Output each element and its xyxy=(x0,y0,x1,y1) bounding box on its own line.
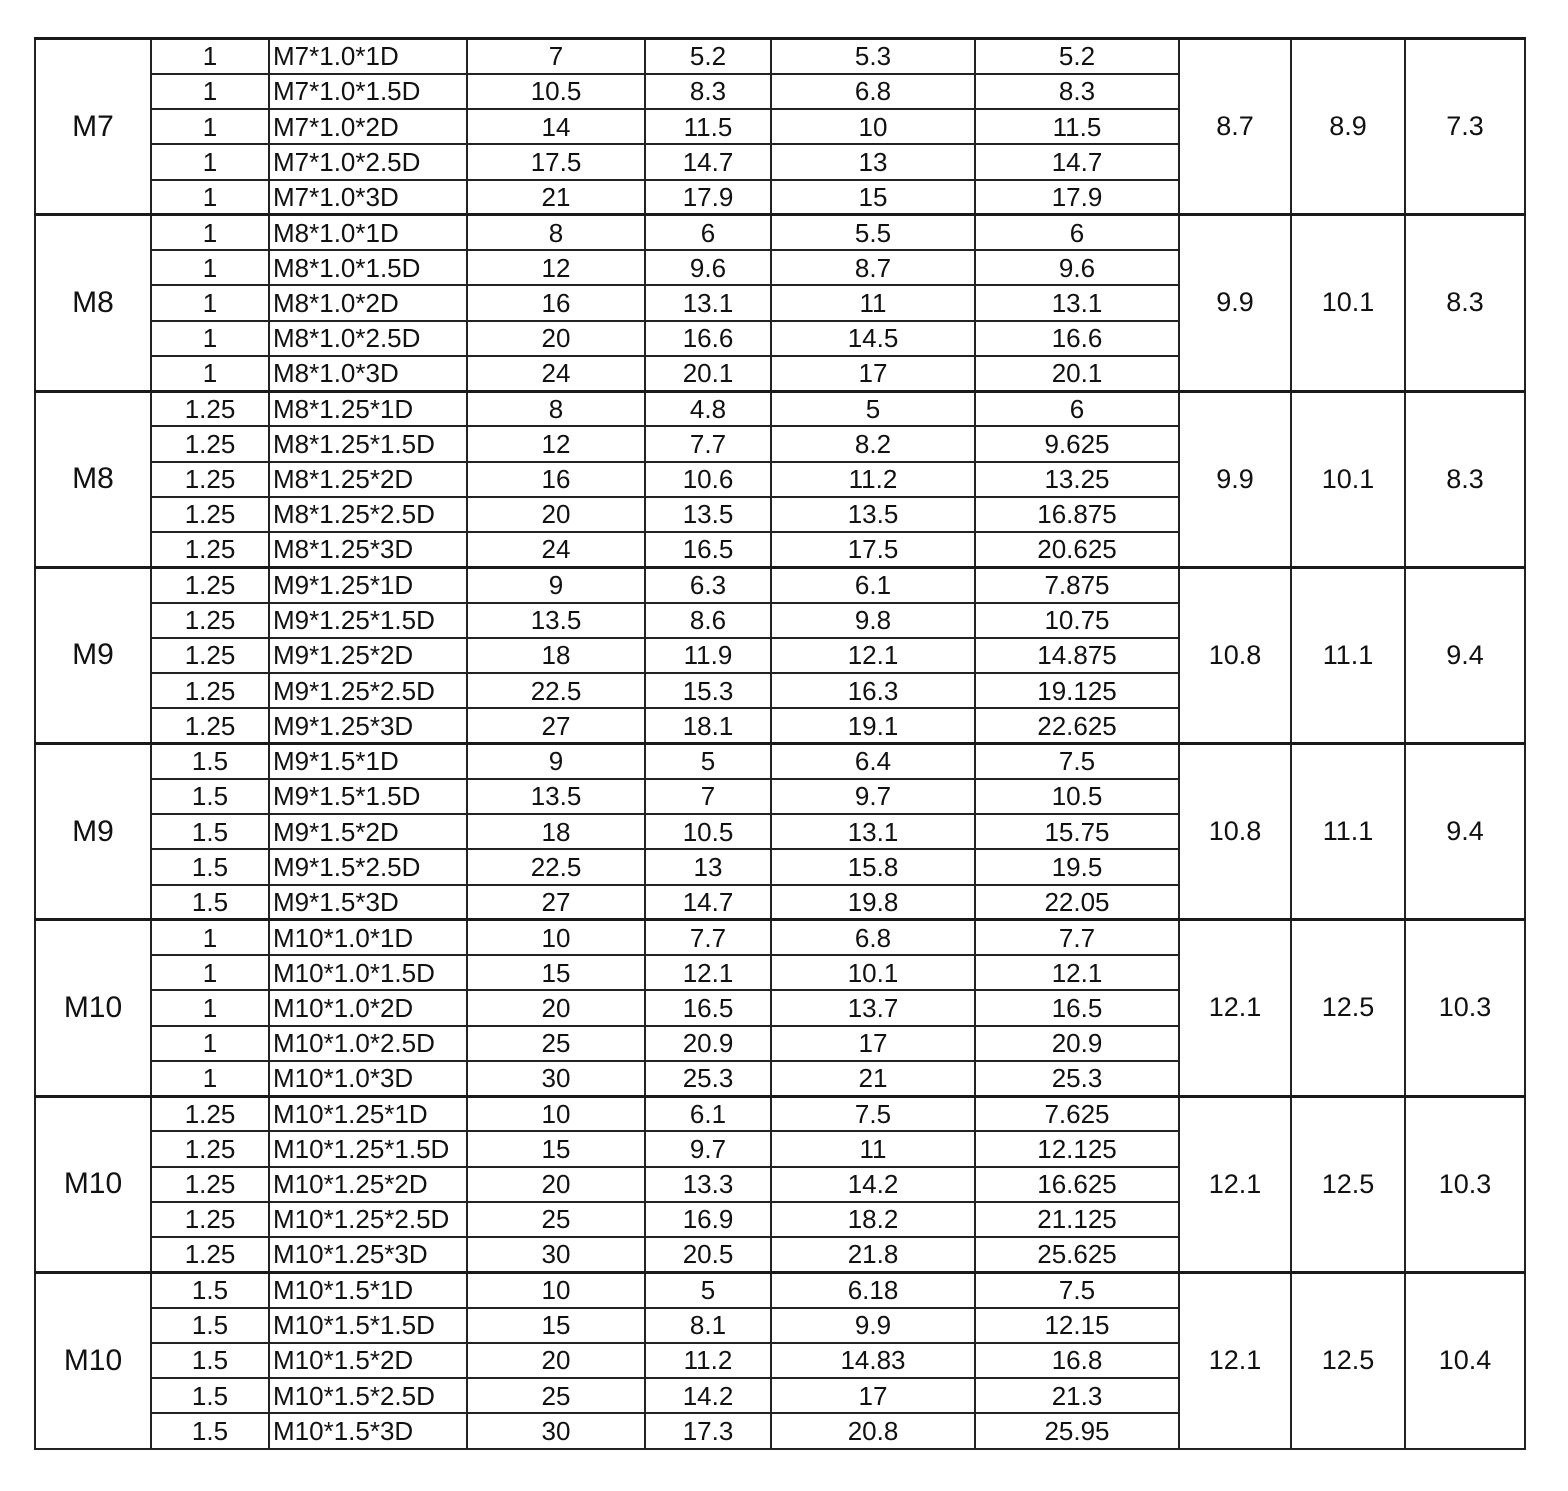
length-cell: 18 xyxy=(467,814,645,849)
length-cell: 9 xyxy=(467,744,645,779)
value-b-cell: 19.1 xyxy=(771,708,975,743)
value-b-cell: 18.2 xyxy=(771,1202,975,1237)
value-c-cell: 15.75 xyxy=(975,814,1179,849)
value-c-cell: 25.625 xyxy=(975,1237,1179,1272)
value-b-cell: 7.5 xyxy=(771,1096,975,1131)
value-a-cell: 12.1 xyxy=(645,955,771,990)
insert-model-cell: M10*1.0*1D xyxy=(269,920,467,955)
value-b-cell: 17 xyxy=(771,1026,975,1061)
table-row xyxy=(35,391,1525,426)
table-row xyxy=(35,744,1525,779)
insert-model-cell: M10*1.0*2D xyxy=(269,990,467,1025)
insert-model-cell: M8*1.0*3D xyxy=(269,356,467,391)
pitch-cell: 1 xyxy=(151,74,269,109)
value-c-cell: 19.5 xyxy=(975,849,1179,884)
value-a-cell: 17.9 xyxy=(645,180,771,215)
value-a-cell: 6.3 xyxy=(645,567,771,602)
pitch-cell: 1 xyxy=(151,180,269,215)
value-b-cell: 14.5 xyxy=(771,321,975,356)
value-a-cell: 8.3 xyxy=(645,74,771,109)
pitch-cell: 1 xyxy=(151,955,269,990)
length-cell: 13.5 xyxy=(467,779,645,814)
length-cell: 30 xyxy=(467,1413,645,1448)
tap-size-cell: 10.1 xyxy=(1291,391,1405,567)
value-b-cell: 13.7 xyxy=(771,990,975,1025)
length-cell: 30 xyxy=(467,1237,645,1272)
pitch-cell: 1.25 xyxy=(151,426,269,461)
length-cell: 7 xyxy=(467,39,645,74)
pitch-cell: 1.25 xyxy=(151,1096,269,1131)
length-cell: 15 xyxy=(467,1131,645,1166)
insert-model-cell: M9*1.25*1.5D xyxy=(269,603,467,638)
length-cell: 8 xyxy=(467,391,645,426)
value-c-cell: 5.2 xyxy=(975,39,1179,74)
thread-size-cell: M7 xyxy=(35,39,151,215)
value-a-cell: 8.1 xyxy=(645,1308,771,1343)
minor-size-cell: 10.3 xyxy=(1405,920,1525,1096)
pitch-cell: 1.5 xyxy=(151,1272,269,1307)
length-cell: 22.5 xyxy=(467,673,645,708)
drill-size-cell: 12.1 xyxy=(1179,1272,1291,1448)
value-b-cell: 8.2 xyxy=(771,426,975,461)
value-c-cell: 12.15 xyxy=(975,1308,1179,1343)
length-cell: 30 xyxy=(467,1061,645,1096)
insert-model-cell: M7*1.0*1.5D xyxy=(269,74,467,109)
tap-size-cell: 11.1 xyxy=(1291,744,1405,920)
value-c-cell: 10.75 xyxy=(975,603,1179,638)
pitch-cell: 1.5 xyxy=(151,1413,269,1448)
table-row xyxy=(35,39,1525,74)
value-b-cell: 11 xyxy=(771,1131,975,1166)
value-c-cell: 22.05 xyxy=(975,885,1179,920)
length-cell: 18 xyxy=(467,638,645,673)
insert-model-cell: M10*1.5*1.5D xyxy=(269,1308,467,1343)
pitch-cell: 1.5 xyxy=(151,814,269,849)
thread-size-cell: M9 xyxy=(35,744,151,920)
insert-model-cell: M7*1.0*3D xyxy=(269,180,467,215)
value-c-cell: 16.6 xyxy=(975,321,1179,356)
pitch-cell: 1.5 xyxy=(151,1343,269,1378)
pitch-cell: 1.25 xyxy=(151,1202,269,1237)
value-c-cell: 6 xyxy=(975,391,1179,426)
minor-size-cell: 8.3 xyxy=(1405,391,1525,567)
pitch-cell: 1 xyxy=(151,250,269,285)
value-a-cell: 10.5 xyxy=(645,814,771,849)
value-a-cell: 8.6 xyxy=(645,603,771,638)
value-a-cell: 18.1 xyxy=(645,708,771,743)
pitch-cell: 1.25 xyxy=(151,673,269,708)
length-cell: 22.5 xyxy=(467,849,645,884)
value-a-cell: 11.9 xyxy=(645,638,771,673)
value-b-cell: 10 xyxy=(771,109,975,144)
pitch-cell: 1 xyxy=(151,39,269,74)
value-a-cell: 5.2 xyxy=(645,39,771,74)
value-a-cell: 4.8 xyxy=(645,391,771,426)
pitch-cell: 1 xyxy=(151,1061,269,1096)
insert-model-cell: M8*1.0*1D xyxy=(269,215,467,250)
value-c-cell: 16.8 xyxy=(975,1343,1179,1378)
table-row xyxy=(35,1272,1525,1307)
pitch-cell: 1.25 xyxy=(151,497,269,532)
insert-model-cell: M7*1.0*2.5D xyxy=(269,144,467,179)
length-cell: 8 xyxy=(467,215,645,250)
insert-model-cell: M9*1.5*1D xyxy=(269,744,467,779)
length-cell: 14 xyxy=(467,109,645,144)
pitch-cell: 1.25 xyxy=(151,638,269,673)
table-row xyxy=(35,567,1525,602)
pitch-cell: 1.25 xyxy=(151,532,269,567)
value-a-cell: 9.7 xyxy=(645,1131,771,1166)
insert-model-cell: M8*1.0*2.5D xyxy=(269,321,467,356)
length-cell: 25 xyxy=(467,1378,645,1413)
pitch-cell: 1 xyxy=(151,215,269,250)
value-b-cell: 9.9 xyxy=(771,1308,975,1343)
value-c-cell: 13.1 xyxy=(975,285,1179,320)
value-b-cell: 17 xyxy=(771,1378,975,1413)
insert-model-cell: M10*1.25*1D xyxy=(269,1096,467,1131)
table-body xyxy=(35,39,1525,1449)
thread-size-cell: M9 xyxy=(35,567,151,743)
value-b-cell: 9.8 xyxy=(771,603,975,638)
length-cell: 25 xyxy=(467,1202,645,1237)
drill-size-cell: 10.8 xyxy=(1179,567,1291,743)
value-b-cell: 15 xyxy=(771,180,975,215)
thread-size-cell: M8 xyxy=(35,391,151,567)
pitch-cell: 1.25 xyxy=(151,708,269,743)
value-b-cell: 19.8 xyxy=(771,885,975,920)
value-c-cell: 17.9 xyxy=(975,180,1179,215)
value-b-cell: 14.83 xyxy=(771,1343,975,1378)
pitch-cell: 1.25 xyxy=(151,1237,269,1272)
value-a-cell: 20.9 xyxy=(645,1026,771,1061)
value-a-cell: 10.6 xyxy=(645,462,771,497)
length-cell: 12 xyxy=(467,250,645,285)
value-a-cell: 20.1 xyxy=(645,356,771,391)
insert-model-cell: M8*1.25*1.5D xyxy=(269,426,467,461)
pitch-cell: 1 xyxy=(151,144,269,179)
tap-size-cell: 12.5 xyxy=(1291,920,1405,1096)
value-c-cell: 19.125 xyxy=(975,673,1179,708)
insert-model-cell: M8*1.25*1D xyxy=(269,391,467,426)
pitch-cell: 1 xyxy=(151,1026,269,1061)
pitch-cell: 1 xyxy=(151,285,269,320)
insert-model-cell: M10*1.5*3D xyxy=(269,1413,467,1448)
insert-model-cell: M7*1.0*1D xyxy=(269,39,467,74)
insert-model-cell: M9*1.5*2.5D xyxy=(269,849,467,884)
length-cell: 15 xyxy=(467,955,645,990)
value-a-cell: 16.5 xyxy=(645,532,771,567)
drill-size-cell: 12.1 xyxy=(1179,920,1291,1096)
value-c-cell: 8.3 xyxy=(975,74,1179,109)
insert-model-cell: M10*1.25*2D xyxy=(269,1167,467,1202)
value-c-cell: 13.25 xyxy=(975,462,1179,497)
length-cell: 27 xyxy=(467,708,645,743)
value-b-cell: 12.1 xyxy=(771,638,975,673)
value-a-cell: 7.7 xyxy=(645,426,771,461)
insert-model-cell: M8*1.25*2.5D xyxy=(269,497,467,532)
drill-size-cell: 9.9 xyxy=(1179,215,1291,391)
insert-model-cell: M9*1.25*1D xyxy=(269,567,467,602)
insert-model-cell: M8*1.0*1.5D xyxy=(269,250,467,285)
value-c-cell: 11.5 xyxy=(975,109,1179,144)
pitch-cell: 1.25 xyxy=(151,1131,269,1166)
value-a-cell: 11.5 xyxy=(645,109,771,144)
value-c-cell: 20.625 xyxy=(975,532,1179,567)
insert-model-cell: M8*1.25*2D xyxy=(269,462,467,497)
insert-model-cell: M8*1.0*2D xyxy=(269,285,467,320)
insert-model-cell: M9*1.25*3D xyxy=(269,708,467,743)
minor-size-cell: 9.4 xyxy=(1405,567,1525,743)
insert-model-cell: M10*1.0*3D xyxy=(269,1061,467,1096)
table-row xyxy=(35,215,1525,250)
length-cell: 20 xyxy=(467,497,645,532)
length-cell: 10.5 xyxy=(467,74,645,109)
value-c-cell: 7.7 xyxy=(975,920,1179,955)
value-b-cell: 5 xyxy=(771,391,975,426)
drill-size-cell: 9.9 xyxy=(1179,391,1291,567)
pitch-cell: 1.5 xyxy=(151,744,269,779)
value-a-cell: 11.2 xyxy=(645,1343,771,1378)
pitch-cell: 1.25 xyxy=(151,603,269,638)
insert-model-cell: M10*1.0*1.5D xyxy=(269,955,467,990)
value-b-cell: 17 xyxy=(771,356,975,391)
length-cell: 20 xyxy=(467,321,645,356)
value-a-cell: 14.2 xyxy=(645,1378,771,1413)
value-b-cell: 21.8 xyxy=(771,1237,975,1272)
length-cell: 20 xyxy=(467,1343,645,1378)
pitch-cell: 1 xyxy=(151,990,269,1025)
value-a-cell: 5 xyxy=(645,744,771,779)
value-b-cell: 6.18 xyxy=(771,1272,975,1307)
tap-size-cell: 11.1 xyxy=(1291,567,1405,743)
drill-size-cell: 8.7 xyxy=(1179,39,1291,215)
value-c-cell: 7.875 xyxy=(975,567,1179,602)
insert-model-cell: M10*1.5*1D xyxy=(269,1272,467,1307)
length-cell: 12 xyxy=(467,426,645,461)
value-a-cell: 15.3 xyxy=(645,673,771,708)
value-b-cell: 5.3 xyxy=(771,39,975,74)
length-cell: 15 xyxy=(467,1308,645,1343)
value-c-cell: 25.3 xyxy=(975,1061,1179,1096)
value-b-cell: 13.1 xyxy=(771,814,975,849)
length-cell: 16 xyxy=(467,462,645,497)
insert-model-cell: M10*1.25*1.5D xyxy=(269,1131,467,1166)
value-c-cell: 21.3 xyxy=(975,1378,1179,1413)
pitch-cell: 1.5 xyxy=(151,1308,269,1343)
insert-model-cell: M10*1.25*3D xyxy=(269,1237,467,1272)
insert-model-cell: M9*1.5*2D xyxy=(269,814,467,849)
length-cell: 24 xyxy=(467,356,645,391)
thread-size-cell: M10 xyxy=(35,1272,151,1448)
value-c-cell: 14.875 xyxy=(975,638,1179,673)
length-cell: 10 xyxy=(467,920,645,955)
value-b-cell: 16.3 xyxy=(771,673,975,708)
minor-size-cell: 8.3 xyxy=(1405,215,1525,391)
value-c-cell: 20.9 xyxy=(975,1026,1179,1061)
pitch-cell: 1 xyxy=(151,321,269,356)
value-a-cell: 16.6 xyxy=(645,321,771,356)
tap-size-cell: 8.9 xyxy=(1291,39,1405,215)
thread-size-cell: M10 xyxy=(35,1096,151,1272)
minor-size-cell: 7.3 xyxy=(1405,39,1525,215)
value-b-cell: 11.2 xyxy=(771,462,975,497)
thread-size-cell: M8 xyxy=(35,215,151,391)
insert-model-cell: M9*1.25*2D xyxy=(269,638,467,673)
value-b-cell: 15.8 xyxy=(771,849,975,884)
value-c-cell: 16.875 xyxy=(975,497,1179,532)
value-a-cell: 7 xyxy=(645,779,771,814)
value-c-cell: 20.1 xyxy=(975,356,1179,391)
minor-size-cell: 10.3 xyxy=(1405,1096,1525,1272)
value-a-cell: 13.3 xyxy=(645,1167,771,1202)
length-cell: 9 xyxy=(467,567,645,602)
drill-size-cell: 12.1 xyxy=(1179,1096,1291,1272)
value-b-cell: 6.8 xyxy=(771,920,975,955)
value-b-cell: 13 xyxy=(771,144,975,179)
pitch-cell: 1.25 xyxy=(151,391,269,426)
value-c-cell: 9.6 xyxy=(975,250,1179,285)
value-b-cell: 5.5 xyxy=(771,215,975,250)
value-c-cell: 14.7 xyxy=(975,144,1179,179)
pitch-cell: 1.5 xyxy=(151,885,269,920)
pitch-cell: 1.25 xyxy=(151,462,269,497)
value-b-cell: 21 xyxy=(771,1061,975,1096)
pitch-cell: 1 xyxy=(151,356,269,391)
length-cell: 25 xyxy=(467,1026,645,1061)
length-cell: 24 xyxy=(467,532,645,567)
length-cell: 20 xyxy=(467,990,645,1025)
minor-size-cell: 10.4 xyxy=(1405,1272,1525,1448)
value-a-cell: 13.1 xyxy=(645,285,771,320)
minor-size-cell: 9.4 xyxy=(1405,744,1525,920)
value-c-cell: 12.125 xyxy=(975,1131,1179,1166)
tap-size-cell: 12.5 xyxy=(1291,1272,1405,1448)
pitch-cell: 1.5 xyxy=(151,779,269,814)
value-a-cell: 14.7 xyxy=(645,885,771,920)
thread-size-cell: M10 xyxy=(35,920,151,1096)
value-a-cell: 5 xyxy=(645,1272,771,1307)
length-cell: 13.5 xyxy=(467,603,645,638)
pitch-cell: 1 xyxy=(151,109,269,144)
tap-size-cell: 10.1 xyxy=(1291,215,1405,391)
length-cell: 10 xyxy=(467,1272,645,1307)
value-b-cell: 17.5 xyxy=(771,532,975,567)
value-a-cell: 16.9 xyxy=(645,1202,771,1237)
value-a-cell: 20.5 xyxy=(645,1237,771,1272)
drill-size-cell: 10.8 xyxy=(1179,744,1291,920)
length-cell: 20 xyxy=(467,1167,645,1202)
value-a-cell: 14.7 xyxy=(645,144,771,179)
insert-model-cell: M9*1.25*2.5D xyxy=(269,673,467,708)
insert-model-cell: M8*1.25*3D xyxy=(269,532,467,567)
value-a-cell: 16.5 xyxy=(645,990,771,1025)
tap-size-cell: 12.5 xyxy=(1291,1096,1405,1272)
value-c-cell: 7.5 xyxy=(975,744,1179,779)
length-cell: 17.5 xyxy=(467,144,645,179)
value-c-cell: 7.5 xyxy=(975,1272,1179,1307)
value-b-cell: 6.8 xyxy=(771,74,975,109)
insert-model-cell: M9*1.5*3D xyxy=(269,885,467,920)
length-cell: 27 xyxy=(467,885,645,920)
value-b-cell: 6.4 xyxy=(771,744,975,779)
value-a-cell: 9.6 xyxy=(645,250,771,285)
value-c-cell: 22.625 xyxy=(975,708,1179,743)
value-c-cell: 25.95 xyxy=(975,1413,1179,1448)
value-b-cell: 10.1 xyxy=(771,955,975,990)
length-cell: 10 xyxy=(467,1096,645,1131)
pitch-cell: 1.5 xyxy=(151,849,269,884)
insert-model-cell: M10*1.0*2.5D xyxy=(269,1026,467,1061)
insert-model-cell: M9*1.5*1.5D xyxy=(269,779,467,814)
insert-model-cell: M10*1.5*2.5D xyxy=(269,1378,467,1413)
value-a-cell: 6.1 xyxy=(645,1096,771,1131)
pitch-cell: 1.5 xyxy=(151,1378,269,1413)
value-c-cell: 10.5 xyxy=(975,779,1179,814)
pitch-cell: 1.25 xyxy=(151,1167,269,1202)
value-c-cell: 7.625 xyxy=(975,1096,1179,1131)
table-row xyxy=(35,920,1525,955)
insert-model-cell: M7*1.0*2D xyxy=(269,109,467,144)
value-c-cell: 16.625 xyxy=(975,1167,1179,1202)
value-b-cell: 9.7 xyxy=(771,779,975,814)
insert-model-cell: M10*1.25*2.5D xyxy=(269,1202,467,1237)
value-c-cell: 9.625 xyxy=(975,426,1179,461)
insert-model-cell: M10*1.5*2D xyxy=(269,1343,467,1378)
value-b-cell: 14.2 xyxy=(771,1167,975,1202)
value-a-cell: 7.7 xyxy=(645,920,771,955)
value-a-cell: 13 xyxy=(645,849,771,884)
value-c-cell: 12.1 xyxy=(975,955,1179,990)
value-a-cell: 6 xyxy=(645,215,771,250)
value-c-cell: 21.125 xyxy=(975,1202,1179,1237)
length-cell: 21 xyxy=(467,180,645,215)
value-b-cell: 20.8 xyxy=(771,1413,975,1448)
length-cell: 16 xyxy=(467,285,645,320)
value-b-cell: 13.5 xyxy=(771,497,975,532)
value-b-cell: 8.7 xyxy=(771,250,975,285)
value-b-cell: 6.1 xyxy=(771,567,975,602)
value-c-cell: 6 xyxy=(975,215,1179,250)
pitch-cell: 1 xyxy=(151,920,269,955)
value-c-cell: 16.5 xyxy=(975,990,1179,1025)
table-row xyxy=(35,1096,1525,1131)
value-a-cell: 25.3 xyxy=(645,1061,771,1096)
pitch-cell: 1.25 xyxy=(151,567,269,602)
value-a-cell: 13.5 xyxy=(645,497,771,532)
value-a-cell: 17.3 xyxy=(645,1413,771,1448)
value-b-cell: 11 xyxy=(771,285,975,320)
thread-insert-spec-table xyxy=(34,37,1526,1450)
